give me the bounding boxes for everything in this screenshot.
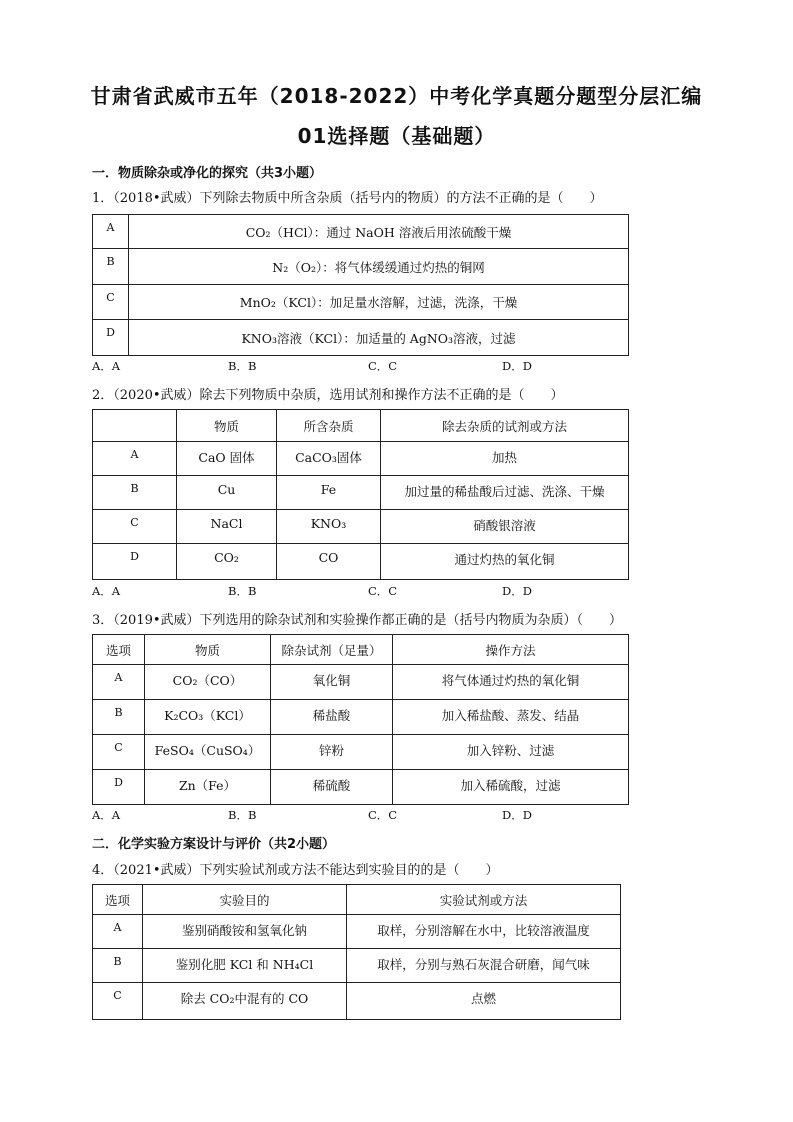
header-cell: 除去杂质的试剂或方法 [381,410,629,442]
row-label: D [93,770,145,805]
cell-operation: 将气体通过灼热的氧化铜 [393,665,629,700]
table-row [93,700,629,735]
document-subtitle: 01选择题（基础题） [297,124,496,148]
option-a[interactable]: A．A [92,808,121,822]
cell-substance: CaO 固体 [177,442,277,476]
cell-impurity: CaCO₃固体 [277,442,381,476]
table-row [93,510,629,544]
cell-substance: K₂CO₃（KCl） [145,700,271,735]
option-a[interactable]: A．A [92,359,121,373]
table-row [93,215,629,249]
row-label: B [93,476,177,510]
document-title: 甘肃省武威市五年（2018-2022）中考化学真题分题型分层汇编 [90,84,703,108]
question-2-table [92,409,629,580]
row-label: A [93,442,177,476]
cell-impurity: KNO₃ [277,510,381,544]
table-row [93,983,621,1020]
question-2-stem: 2．（2020•武威）除去下列物质中杂质，选用试剂和操作方法不正确的是（ ） [92,388,564,403]
row-label: A [93,915,143,949]
option-d[interactable]: D．D [502,359,532,373]
header-cell: 选项 [93,885,143,915]
table-row [93,665,629,700]
row-label: B [93,700,145,735]
cell-reagent: 稀盐酸 [271,700,393,735]
row-text: N₂（O₂）：将气体缓缓通过灼热的铜网 [129,249,629,285]
table-row [93,735,629,770]
table-row [93,476,629,510]
header-cell [93,410,177,442]
row-label: B [93,949,143,983]
cell-method: 取样，分别与熟石灰混合研磨，闻气味 [347,949,621,983]
row-label: C [93,510,177,544]
header-cell: 物质 [177,410,277,442]
row-text: CO₂（HCl）：通过 NaOH 溶液后用浓硫酸干燥 [129,215,629,249]
header-cell: 实验目的 [143,885,347,915]
cell-method: 通过灼热的氧化铜 [381,544,629,580]
option-b[interactable]: B．B [228,808,257,822]
cell-reagent: 氧化铜 [271,665,393,700]
cell-impurity: CO [277,544,381,580]
cell-method: 取样，分别溶解在水中，比较溶液温度 [347,915,621,949]
header-cell: 选项 [93,635,145,665]
row-label: B [93,249,129,285]
table-header-row [93,410,629,442]
table-row [93,770,629,805]
cell-impurity: Fe [277,476,381,510]
row-label: D [93,320,129,356]
table-row [93,442,629,476]
row-text: KNO₃溶液（KCl）：加适量的 AgNO₃溶液，过滤 [129,320,629,356]
question-4-table [92,884,621,1020]
table-row [93,915,621,949]
table-header-row [93,885,621,915]
cell-purpose: 鉴别硝酸铵和氢氧化钠 [143,915,347,949]
cell-substance: Zn（Fe） [145,770,271,805]
option-d[interactable]: D．D [502,584,532,598]
cell-method: 硝酸银溶液 [381,510,629,544]
table-row [93,544,629,580]
cell-operation: 加入锌粉、过滤 [393,735,629,770]
cell-method: 点燃 [347,983,621,1020]
row-label: D [93,544,177,580]
cell-method: 加热 [381,442,629,476]
cell-substance: FeSO₄（CuSO₄） [145,735,271,770]
cell-reagent: 锌粉 [271,735,393,770]
row-text: MnO₂（KCl）：加足量水溶解，过滤，洗涤，干燥 [129,285,629,320]
cell-substance: CO₂（CO） [145,665,271,700]
header-cell: 物质 [145,635,271,665]
table-row [93,249,629,285]
cell-operation: 加入稀盐酸、蒸发、结晶 [393,700,629,735]
question-1-stem: 1．（2018•武威）下列除去物质中所含杂质（括号内的物质）的方法不正确的是（ ） [92,191,603,206]
cell-substance: CO₂ [177,544,277,580]
option-b[interactable]: B．B [228,584,257,598]
cell-substance: Cu [177,476,277,510]
table-header-row [93,635,629,665]
row-label: C [93,983,143,1020]
section-heading-2: 二．化学实验方案设计与评价（共2小题） [92,837,336,852]
header-cell: 实验试剂或方法 [347,885,621,915]
option-c[interactable]: C．C [368,584,398,598]
option-d[interactable]: D．D [502,808,532,822]
cell-method: 加过量的稀盐酸后过滤、洗涤、干燥 [381,476,629,510]
row-label: C [93,285,129,320]
question-3-stem: 3．（2019•武威）下列选用的除杂试剂和实验操作都正确的是（括号内物质为杂质）（ ） [92,613,623,628]
option-a[interactable]: A．A [92,584,121,598]
row-label: A [93,215,129,249]
table-row [93,949,621,983]
table-row [93,285,629,320]
row-label: A [93,665,145,700]
cell-substance: NaCl [177,510,277,544]
option-c[interactable]: C．C [368,808,398,822]
cell-purpose: 鉴别化肥 KCl 和 NH₄Cl [143,949,347,983]
cell-reagent: 稀硫酸 [271,770,393,805]
row-label: C [93,735,145,770]
option-b[interactable]: B．B [228,359,257,373]
option-c[interactable]: C．C [368,359,398,373]
cell-operation: 加入稀硫酸，过滤 [393,770,629,805]
header-cell: 除杂试剂（足量） [271,635,393,665]
header-cell: 所含杂质 [277,410,381,442]
question-4-stem: 4．（2021•武威）下列实验试剂或方法不能达到实验目的的是（ ） [92,863,499,878]
header-cell: 操作方法 [393,635,629,665]
question-1-table [92,214,629,356]
section-heading-1: 一．物质除杂或净化的探究（共3小题） [92,166,323,181]
table-row [93,320,629,356]
cell-purpose: 除去 CO₂中混有的 CO [143,983,347,1020]
question-3-table [92,634,629,805]
